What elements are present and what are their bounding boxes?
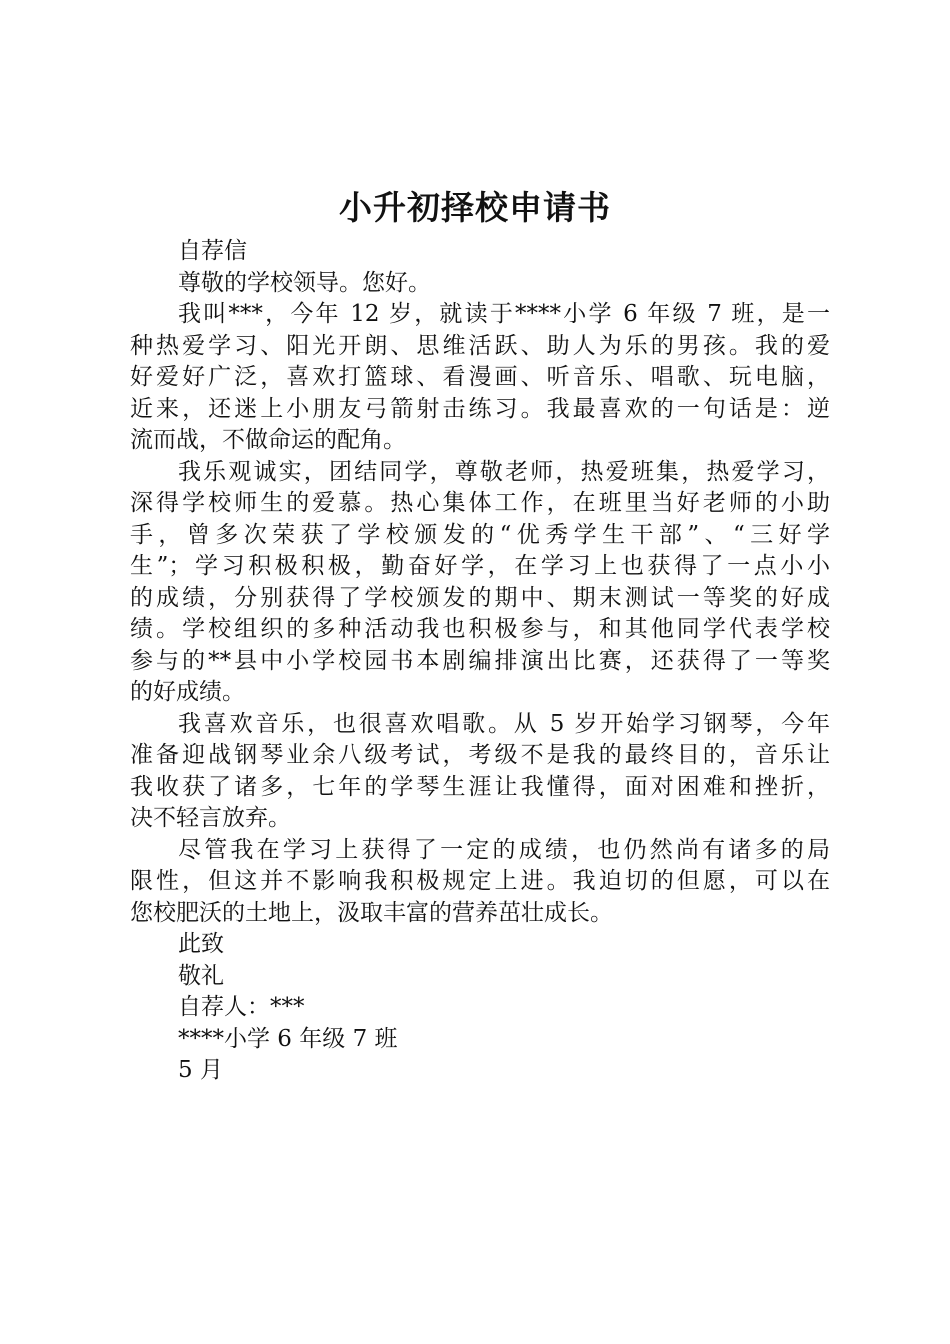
paragraph-2-line: 我乐观诚实，团结同学，尊敬老师，热爱班集，热爱学习，	[178, 458, 830, 485]
paragraph-2-line: 深得学校师生的爱慕。热心集体工作，在班里当好老师的小助	[130, 490, 830, 516]
paragraph-3-line: 我收获了诸多，七年的学琴生涯让我懂得，面对困难和挫折，	[130, 773, 830, 800]
paragraph-3-line: 准备迎战钢琴业余八级考试，考级不是我的最终目的，音乐让	[130, 742, 830, 768]
paragraph-2-line: 的好成绩。	[130, 679, 245, 705]
paragraph-1-line: 流而战，不做命运的配角。	[130, 427, 406, 453]
paragraph-3-line: 我喜欢音乐，也很喜欢唱歌。从 5 岁开始学习钢琴，今年	[178, 710, 830, 737]
paragraph-1-line: 我叫***，今年 12 岁，就读于****小学 6 年级 7 班，是一	[178, 301, 830, 327]
letter-heading: 自荐信	[178, 238, 247, 264]
paragraph-2-line: 手，曾多次荣获了学校颁发的“优秀学生干部”、“三好学	[130, 521, 830, 548]
paragraph-1-line: 近来，还迷上小朋友弓箭射击练习。我最喜欢的一句话是：逆	[130, 395, 830, 422]
paragraph-2-line: 的成绩，分别获得了学校颁发的期中、期末测试一等奖的好成	[130, 584, 830, 611]
school-class: ****小学 6 年级 7 班	[178, 1025, 398, 1052]
paragraph-2-line: 参与的**县中小学校园书本剧编排演出比赛，还获得了一等奖	[130, 647, 830, 674]
paragraph-4-line: 尽管我在学习上获得了一定的成绩，也仍然尚有诸多的局	[178, 836, 830, 863]
closing-greeting: 此致	[178, 931, 224, 957]
paragraph-3-line: 决不轻言放弃。	[130, 805, 291, 831]
paragraph-4-line: 您校肥沃的土地上，汲取丰富的营养茁壮成长。	[130, 899, 613, 926]
document-body	[130, 236, 830, 1087]
document-title: 小升初择校申请书	[339, 188, 611, 227]
paragraph-1-line: 种热爱学习、阳光开朗、思维活跃、助人为乐的男孩。我的爱	[130, 332, 830, 359]
paragraph-2-line: 生”；学习积极积极，勤奋好学，在学习上也获得了一点小小	[130, 553, 830, 579]
signature: 自荐人：***	[178, 994, 305, 1020]
paragraph-2-line: 绩。学校组织的多种活动我也积极参与，和其他同学代表学校	[130, 616, 830, 642]
date: 5 月	[178, 1057, 223, 1083]
closing-salute: 敬礼	[178, 962, 224, 989]
salutation: 尊敬的学校领导。您好。	[178, 269, 431, 296]
paragraph-4-line: 限性，但这并不影响我积极规定上进。我迫切的但愿，可以在	[130, 868, 830, 894]
paragraph-1-line: 好爱好广泛，喜欢打篮球、看漫画、听音乐、唱歌、玩电脑，	[130, 364, 830, 390]
